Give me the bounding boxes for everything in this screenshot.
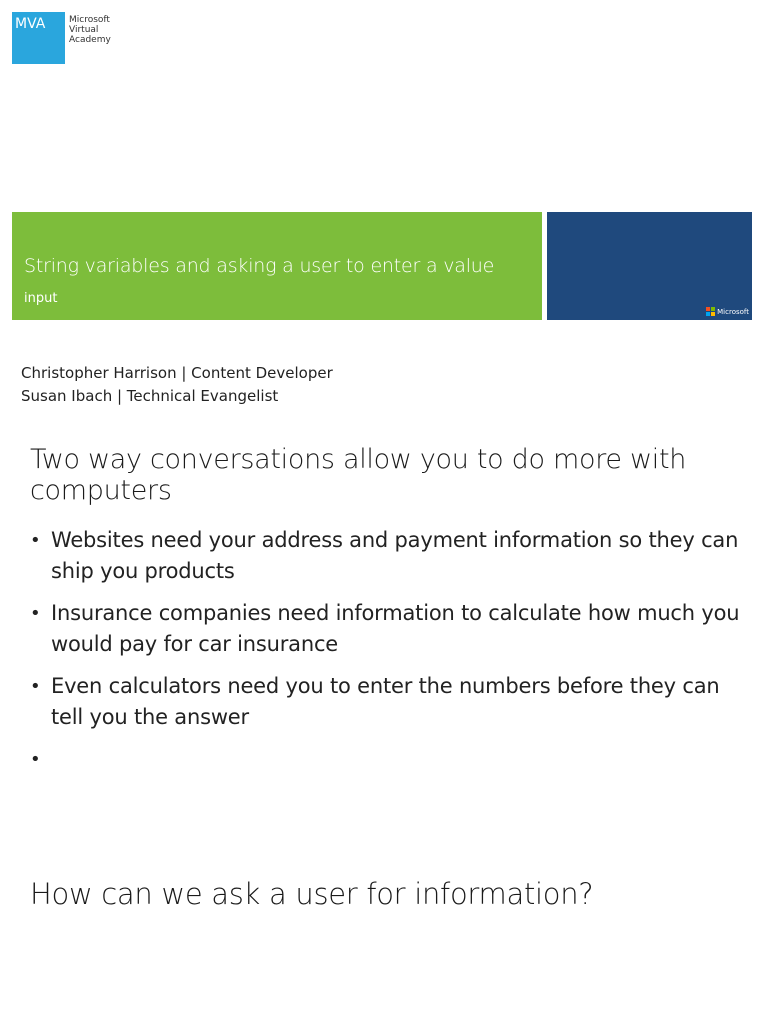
mva-wordmark-line2: Virtual bbox=[69, 25, 99, 35]
slide-subtitle: input bbox=[24, 291, 58, 306]
bullet-item bbox=[30, 671, 750, 733]
mva-wordmark-line3: Academy bbox=[69, 35, 111, 45]
microsoft-logo-icon bbox=[706, 307, 715, 316]
bullet-text: Even calculators need you to enter the numbers before they can tell you the answer bbox=[51, 674, 720, 729]
mva-wordmark bbox=[69, 12, 111, 45]
title-banner bbox=[12, 212, 542, 320]
presenter-2: Susan Ibach | Technical Evangelist bbox=[21, 387, 279, 405]
slide-title: String variables and asking a user to enter a value bbox=[24, 255, 495, 277]
bullet-item bbox=[30, 598, 750, 660]
title-banner-accent bbox=[547, 212, 752, 320]
bullet-text: Websites need your address and payment information so they can ship you products bbox=[51, 528, 739, 583]
presenter-list bbox=[21, 362, 333, 408]
bullet-dot-icon: • bbox=[30, 530, 41, 551]
mva-badge: MVA bbox=[12, 12, 65, 64]
bullet-dot-icon: • bbox=[30, 603, 41, 624]
bullet-item bbox=[30, 525, 750, 587]
bullet-text: Insurance companies need information to calculate how much you would pay for car insurance bbox=[51, 601, 740, 656]
mva-logo bbox=[12, 12, 111, 64]
presenter-1: Christopher Harrison | Content Developer bbox=[21, 364, 333, 382]
slide3-heading: How can we ask a user for information? bbox=[30, 877, 594, 911]
microsoft-logo-label: Microsoft bbox=[717, 307, 749, 316]
mva-wordmark-line1: Microsoft bbox=[69, 15, 110, 25]
slide2-bullet-list bbox=[30, 525, 750, 770]
bullet-dot-icon: • bbox=[30, 749, 41, 770]
microsoft-logo bbox=[706, 307, 749, 316]
slide2-heading: Two way conversations allow you to do more with computers bbox=[30, 444, 687, 506]
bullet-dot-icon: • bbox=[30, 676, 41, 697]
